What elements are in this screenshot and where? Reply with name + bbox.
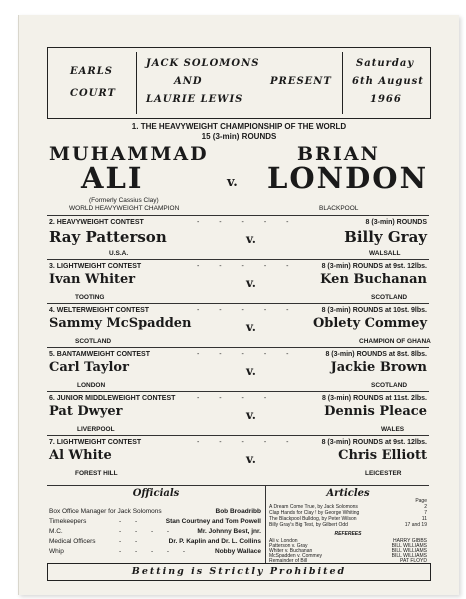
fighter-a-first-name: MUHAMMAD xyxy=(49,143,209,165)
header-divider xyxy=(136,52,137,114)
referee-name: BILL WILLIAMS xyxy=(391,553,427,559)
official-dashes: - - xyxy=(119,538,144,545)
fighter-b-name: Billy Gray xyxy=(344,228,427,246)
programme-page xyxy=(18,15,459,595)
official-names: Nobby Wallace xyxy=(215,548,261,555)
article-page: 11 xyxy=(421,516,427,522)
bout-row xyxy=(47,259,429,306)
fighter-b-last-name: LONDON xyxy=(267,161,429,195)
contest-dashes: - - - - - xyxy=(197,219,298,226)
official-row xyxy=(49,538,261,545)
promoter-line-3: LAURIE LEWIS xyxy=(146,94,244,105)
fighter-a-name: Sammy McSpadden xyxy=(49,316,192,331)
vs-label: v. xyxy=(246,320,256,334)
referee-bout: Ali v. London xyxy=(269,538,298,544)
fighter-a-name: Ray Patterson xyxy=(49,228,167,246)
official-role: Medical Officers xyxy=(49,538,96,545)
official-role: M.C. xyxy=(49,528,63,535)
promoter-block xyxy=(138,48,338,118)
bout-row xyxy=(47,435,429,482)
panel-divider xyxy=(265,486,266,564)
fighter-b-name: Chris Elliott xyxy=(338,448,427,463)
fighter-a-title: WORLD HEAVYWEIGHT CHAMPION xyxy=(69,205,180,212)
fighter-b-origin: BLACKPOOL xyxy=(319,205,359,212)
official-dashes: - - - - - xyxy=(119,548,192,555)
referee-name: PAT FLOYD xyxy=(400,558,427,564)
contest-rounds: 8 (3-min) ROUNDS at 10st. 9lbs. xyxy=(321,307,427,314)
fighter-b-origin: WALSALL xyxy=(369,250,401,257)
contest-dashes: - - - - - xyxy=(197,439,298,446)
main-bout-rounds: 15 (3-min) ROUNDS xyxy=(201,132,277,141)
official-row xyxy=(49,508,261,515)
fighter-a-origin: LONDON xyxy=(77,382,106,389)
vs-label: v. xyxy=(246,364,256,378)
date-day: Saturday xyxy=(356,58,415,69)
referee-name: HARRY GIBBS xyxy=(393,538,427,544)
vs-label: v. xyxy=(246,276,256,290)
fighter-b-name: Dennis Pleace xyxy=(324,404,427,419)
fighter-b-origin: SCOTLAND xyxy=(371,382,408,389)
referee-bout: McSpadden v. Commey xyxy=(269,553,322,559)
bout-row xyxy=(47,347,429,394)
fighter-a-origin: LIVERPOOL xyxy=(77,426,115,433)
fighter-a-name: Pat Dwyer xyxy=(49,404,123,419)
betting-notice: Betting is Strictly Prohibited xyxy=(47,563,431,581)
fighter-a-note: (Formerly Cassius Clay) xyxy=(89,197,159,204)
fighter-b-name: Ken Buchanan xyxy=(320,272,427,287)
vs-label: v. xyxy=(246,408,256,422)
promoter-line-1: JACK SOLOMONS xyxy=(146,58,260,69)
bout-row xyxy=(47,303,429,350)
fighter-b-first-name: BRIAN xyxy=(297,143,380,165)
fighter-a-name: Al White xyxy=(49,448,112,463)
date-year: 1966 xyxy=(370,94,402,105)
articles-page-label: Page xyxy=(415,498,427,504)
official-names: Dr. P. Kaplin and Dr. L. Collins xyxy=(168,538,261,545)
referees-title: REFEREES xyxy=(334,531,362,537)
fighter-b-name: Oblety Commey xyxy=(312,316,427,331)
bout-row xyxy=(47,391,429,438)
fighter-a-name: Carl Taylor xyxy=(49,360,129,375)
main-bout-title: 1. THE HEAVYWEIGHT CHAMPIONSHIP OF THE WORLD xyxy=(131,122,347,131)
contest-rounds: 8 (3-min) ROUNDS at 9st. 12lbs. xyxy=(321,439,427,446)
official-row xyxy=(49,518,261,525)
contest-label: 5. BANTAMWEIGHT CONTEST xyxy=(49,351,150,358)
present-label: PRESENT xyxy=(270,76,332,87)
contest-rounds: 8 (3-min) ROUNDS xyxy=(365,219,427,226)
fighter-a-origin: SCOTLAND xyxy=(75,338,112,345)
venue-line-2: COURT xyxy=(70,88,116,99)
official-role: Box Office Manager for Jack Solomons xyxy=(49,508,162,515)
header-box xyxy=(47,47,431,119)
fighter-b-origin: LEICESTER xyxy=(365,470,402,477)
contest-label: 2. HEAVYWEIGHT CONTEST xyxy=(49,219,144,226)
contest-label: 3. LIGHTWEIGHT CONTEST xyxy=(49,263,142,270)
contest-label: 4. WELTERWEIGHT CONTEST xyxy=(49,307,150,314)
contest-rounds: 8 (3-min) ROUNDS at 8st. 8lbs. xyxy=(325,351,427,358)
fighter-b-origin: WALES xyxy=(381,426,405,433)
vs-label: v. xyxy=(246,452,256,466)
fighter-a-origin: FOREST HILL xyxy=(75,470,118,477)
contest-dashes: - - - - - xyxy=(197,351,298,358)
venue-line-1: EARLS xyxy=(70,66,113,77)
official-names: Stan Courtney and Tom Powell xyxy=(165,518,261,525)
referee-name: BILL WILLIAMS xyxy=(391,548,427,554)
fighter-a-origin: U.S.A. xyxy=(109,250,129,257)
official-row xyxy=(49,548,261,555)
fighter-b-origin: CHAMPION OF GHANA xyxy=(359,338,431,345)
main-bout-vs: v. xyxy=(227,175,238,190)
referee-bout: Whiter v. Buchanan xyxy=(269,548,313,554)
contest-dashes: - - - - - xyxy=(197,307,298,314)
contest-rounds: 8 (3-min) ROUNDS at 9st. 12lbs. xyxy=(321,263,427,270)
vs-label: v. xyxy=(246,232,256,246)
article-title: A Dream Come True, by Jack Solomons xyxy=(269,504,358,510)
venue-block xyxy=(48,48,136,118)
official-dashes: - - - - xyxy=(119,528,176,535)
article-title: Billy Gray's Big Test, by Gilbert Odd xyxy=(269,522,348,528)
article-page: 7 xyxy=(424,510,427,516)
article-page: 2 xyxy=(424,504,427,510)
referee-name: BILL WILLIAMS xyxy=(391,543,427,549)
contest-dashes: - - - - - xyxy=(197,263,298,270)
article-title: Clap Hands for Clay ! by George Whiting xyxy=(269,510,360,516)
fighter-a-name: Ivan Whiter xyxy=(49,272,136,287)
official-names: Mr. Johnny Best, jnr. xyxy=(197,528,261,535)
promoter-line-2: AND xyxy=(174,76,203,87)
fighter-a-origin: TOOTING xyxy=(75,294,105,301)
official-role: Timekeepers xyxy=(49,518,87,525)
official-row xyxy=(49,528,261,535)
official-names: Bob Broadribb xyxy=(215,508,261,515)
date-block xyxy=(344,48,430,118)
articles-title: Articles xyxy=(326,488,370,499)
officials-articles-panel xyxy=(47,485,429,564)
fighter-b-origin: SCOTLAND xyxy=(371,294,408,301)
article-page: 17 and 19 xyxy=(404,522,427,528)
contest-dashes: - - - - xyxy=(197,395,276,402)
contest-rounds: 8 (3-min) ROUNDS at 11st. 2lbs. xyxy=(321,395,427,402)
referee-bout: Patterson v. Gray xyxy=(269,543,308,549)
date-date: 6th August xyxy=(352,76,424,87)
fighter-b-name: Jackie Brown xyxy=(330,360,427,375)
article-title: The Blackpool Bulldog, by Peter Wilson xyxy=(269,516,357,522)
official-role: Whip xyxy=(49,548,64,555)
header-divider xyxy=(342,52,343,114)
contest-label: 6. JUNIOR MIDDLEWEIGHT CONTEST xyxy=(49,395,176,402)
official-dashes: - - xyxy=(119,518,144,525)
officials-title: Officials xyxy=(132,488,180,499)
referee-bout: Remainder of Bill xyxy=(269,558,308,564)
bout-row xyxy=(47,215,429,262)
fighter-a-last-name: ALI xyxy=(81,161,144,195)
article-row xyxy=(269,522,427,528)
contest-label: 7. LIGHTWEIGHT CONTEST xyxy=(49,439,142,446)
